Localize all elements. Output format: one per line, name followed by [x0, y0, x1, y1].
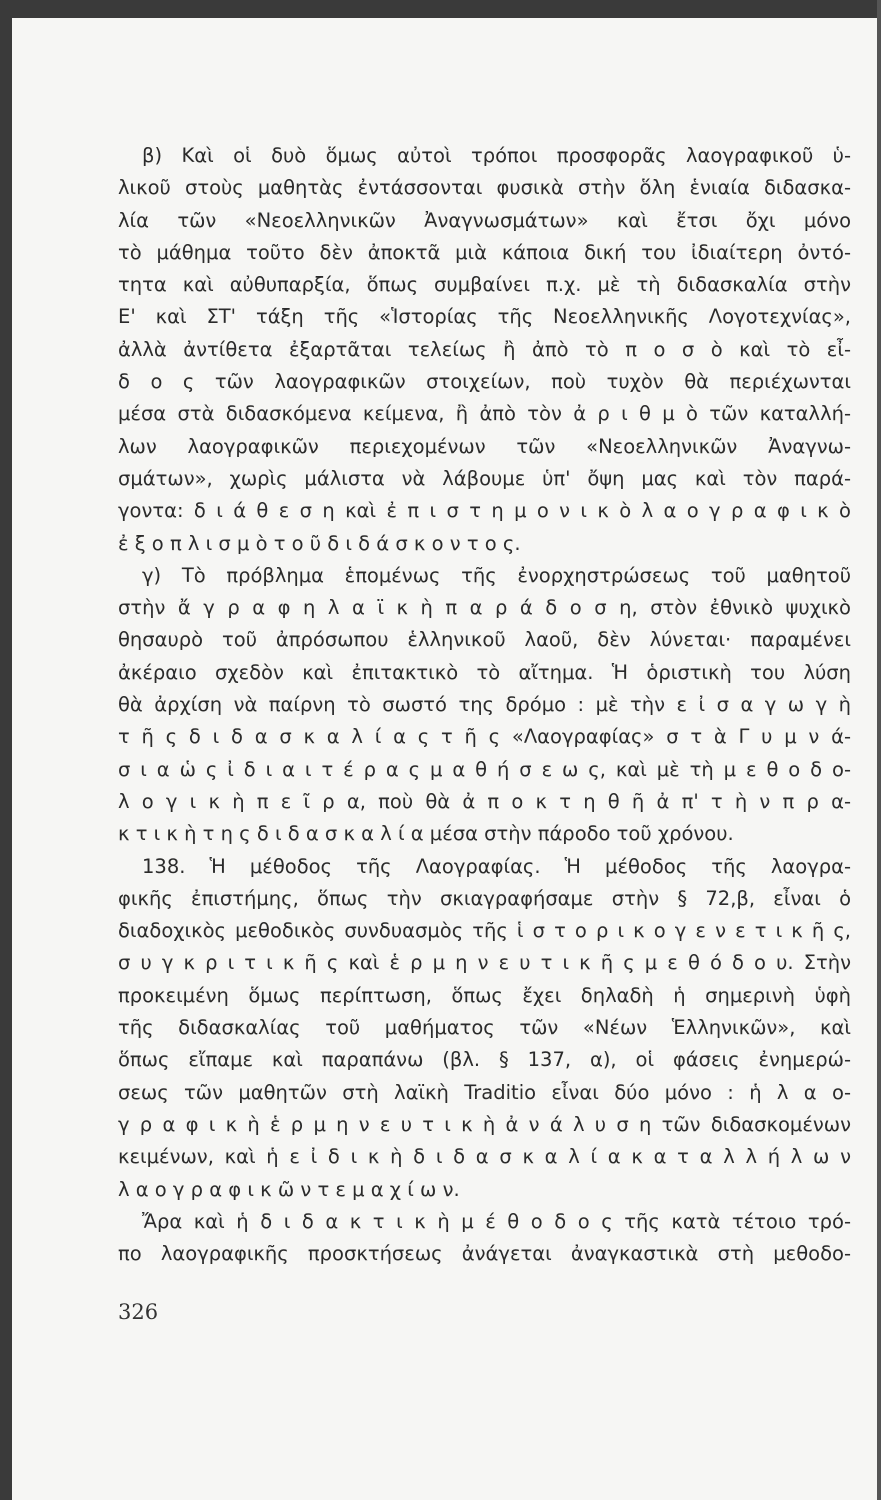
text-line: λ ο γ ι κ ὴ π ε ῖ ρ α, ποὺ θὰ ἀ π ο κ τ η θ ῆ ἀ π' τ ὴ ν π ρ α- — [118, 789, 851, 813]
text-line: πο λαογραφικῆς προσκτήσεως ἀνάγεται ἀναγκαστικὰ στὴ μεθοδο- — [118, 1242, 851, 1266]
text-line: τητα καὶ αὐθυπαρξία, ὅπως συμβαίνει π.χ. μὲ τὴ διδασκαλία στὴν — [118, 273, 851, 297]
text-line: στὴν ἄ γ ρ α φ η λ α ϊ κ ὴ π α ρ ά δ ο σ η, στὸν ἐθνικὸ ψυχικὸ — [118, 596, 851, 620]
paragraph-beta — [118, 140, 851, 560]
text-line: σμάτων», χωρὶς μάλιστα νὰ λάβουμε ὑπ' ὄψη μας καὶ τὸν παρά- — [118, 466, 851, 490]
text-line: λικοῦ στοὺς μαθητὰς ἐντάσσονται φυσικὰ στὴν ὅλη ἑνιαία διδασκα- — [118, 176, 851, 200]
paragraph-gamma — [118, 560, 851, 851]
text-line: τῆς διδασκαλίας τοῦ μαθήματος τῶν «Νέων Ἑλληνικῶν», καὶ — [118, 1016, 851, 1040]
text-line: λ α ο γ ρ α φ ι κ ῶ ν τ ε μ α χ ί ω ν. — [118, 1177, 460, 1201]
text-line: σεως τῶν μαθητῶν στὴ λαϊκὴ Traditio εἶναι δύο μόνο : ἡ λ α ο- — [118, 1080, 851, 1104]
text-line: λία τῶν «Νεοελληνικῶν Ἀναγνωσμάτων» καὶ ἔτσι ὄχι μόνο — [118, 208, 851, 232]
text-line: φικῆς ἐπιστήμης, ὅπως τὴν σκιαγραφήσαμε στὴν § 72,β, εἶναι ὁ — [118, 886, 851, 910]
text-line: διαδοχικὸς μεθοδικὸς συνδυασμὸς τῆς ἱ σ τ ο ρ ι κ ο γ ε ν ε τ ι κ ῆ ς, — [118, 919, 851, 943]
text-line: Ἄρα καὶ ἡ δ ι δ α κ τ ι κ ὴ μ έ θ ο δ ο ς τῆς κατὰ τέτοιο τρό- — [142, 1209, 851, 1233]
scan-border-top — [0, 0, 881, 18]
text-line: σ ι α ὡ ς ἰ δ ι α ι τ έ ρ α ς μ α θ ή σ ε ω ς, καὶ μὲ τὴ μ ε θ ο δ ο- — [118, 757, 851, 781]
text-line: προκειμένη ὅμως περίπτωση, ὅπως ἔχει δηλαδὴ ἡ σημερινὴ ὑφὴ — [118, 983, 851, 1007]
text-line: τὸ μάθημα τοῦτο δὲν ἀποκτᾶ μιὰ κάποια δική του ἰδιαίτερη ὀντό- — [118, 240, 851, 264]
scan-border-right — [877, 0, 881, 1500]
text-line: γ) Τὸ πρόβλημα ἑπομένως τῆς ἐνορχηστρώσεως τοῦ μαθητοῦ — [142, 563, 851, 587]
text-line: σ υ γ κ ρ ι τ ι κ ῆ ς καὶ ἑ ρ μ η ν ε υ τ ι κ ῆ ς μ ε θ ό δ ο υ. Στὴν — [118, 951, 851, 975]
text-line: ἀλλὰ ἀντίθετα ἐξαρτᾶται τελείως ἢ ἀπὸ τὸ π ο σ ὸ καὶ τὸ εἶ- — [118, 337, 851, 361]
text-line: ἀκέραιο σχεδὸν καὶ ἐπιτακτικὸ τὸ αἴτημα. Ἡ ὁριστικὴ του λύση — [118, 660, 851, 684]
text-line: ὅπως εἴπαμε καὶ παραπάνω (βλ. § 137, α), οἱ φάσεις ἐνημερώ- — [118, 1048, 851, 1072]
text-line: μέσα στὰ διδασκόμενα κείμενα, ἢ ἀπὸ τὸν ἀ ρ ι θ μ ὸ τῶν καταλλή- — [118, 402, 851, 426]
text-line: δ ο ς τῶν λαογραφικῶν στοιχείων, ποὺ τυχὸν θὰ περιέχωνται — [118, 370, 851, 394]
text-line: β) Καὶ οἱ δυὸ ὅμως αὐτοὶ τρόποι προσφορᾶς λαογραφικοῦ ὑ- — [142, 144, 851, 167]
text-line: θὰ ἀρχίση νὰ παίρνη τὸ σωστό της δρόμο : μὲ τὴν ε ἰ σ α γ ω γ ὴ — [118, 693, 851, 717]
page-text — [118, 140, 851, 1270]
text-line: γ ρ α φ ι κ ὴ ἑ ρ μ η ν ε υ τ ι κ ὴ ἀ ν ά λ υ σ η τῶν διδασκομένων — [118, 1112, 851, 1136]
paragraph-ara — [118, 1206, 851, 1271]
text-line: κειμένων, καὶ ἡ ε ἰ δ ι κ ὴ δ ι δ α σ κ α λ ί α κ α τ α λ λ ή λ ω ν — [118, 1145, 851, 1169]
section-heading-line: 138. Ἡ μέθοδος τῆς Λαογραφίας. Ἡ μέθοδος τῆς λαογρα- — [142, 854, 851, 878]
text-line: λων λαογραφικῶν περιεχομένων τῶν «Νεοελληνικῶν Ἀναγνω- — [118, 434, 851, 458]
text-line: γοντα: δ ι ά θ ε σ η καὶ ἐ π ι σ τ η μ ο ν ι κ ὸ λ α ο γ ρ α φ ι κ ὸ — [118, 499, 851, 523]
text-line: θησαυρὸ τοῦ ἀπρόσωπου ἑλληνικοῦ λαοῦ, δὲν λύνεται· παραμένει — [118, 628, 851, 652]
paragraph-section-138 — [118, 851, 851, 1206]
text-line: ἐ ξ ο π λ ι σ μ ὸ τ ο ῦ δ ι δ ά σ κ ο ν τ ο ς. — [118, 531, 521, 555]
scan-border-left — [0, 0, 12, 1500]
page-number: 326 — [118, 1300, 159, 1324]
text-line: κ τ ι κ ὴ τ η ς δ ι δ α σ κ α λ ί α μέσα στὴν πάροδο τοῦ χρόνου. — [118, 822, 734, 846]
text-line: Ε' καὶ ΣΤ' τάξη τῆς «Ἱστορίας τῆς Νεοελληνικῆς Λογοτεχνίας», — [118, 305, 851, 329]
text-line: τ ῆ ς δ ι δ α σ κ α λ ί α ς τ ῆ ς «Λαογραφίας» σ τ ὰ Γ υ μ ν ά- — [118, 725, 851, 749]
